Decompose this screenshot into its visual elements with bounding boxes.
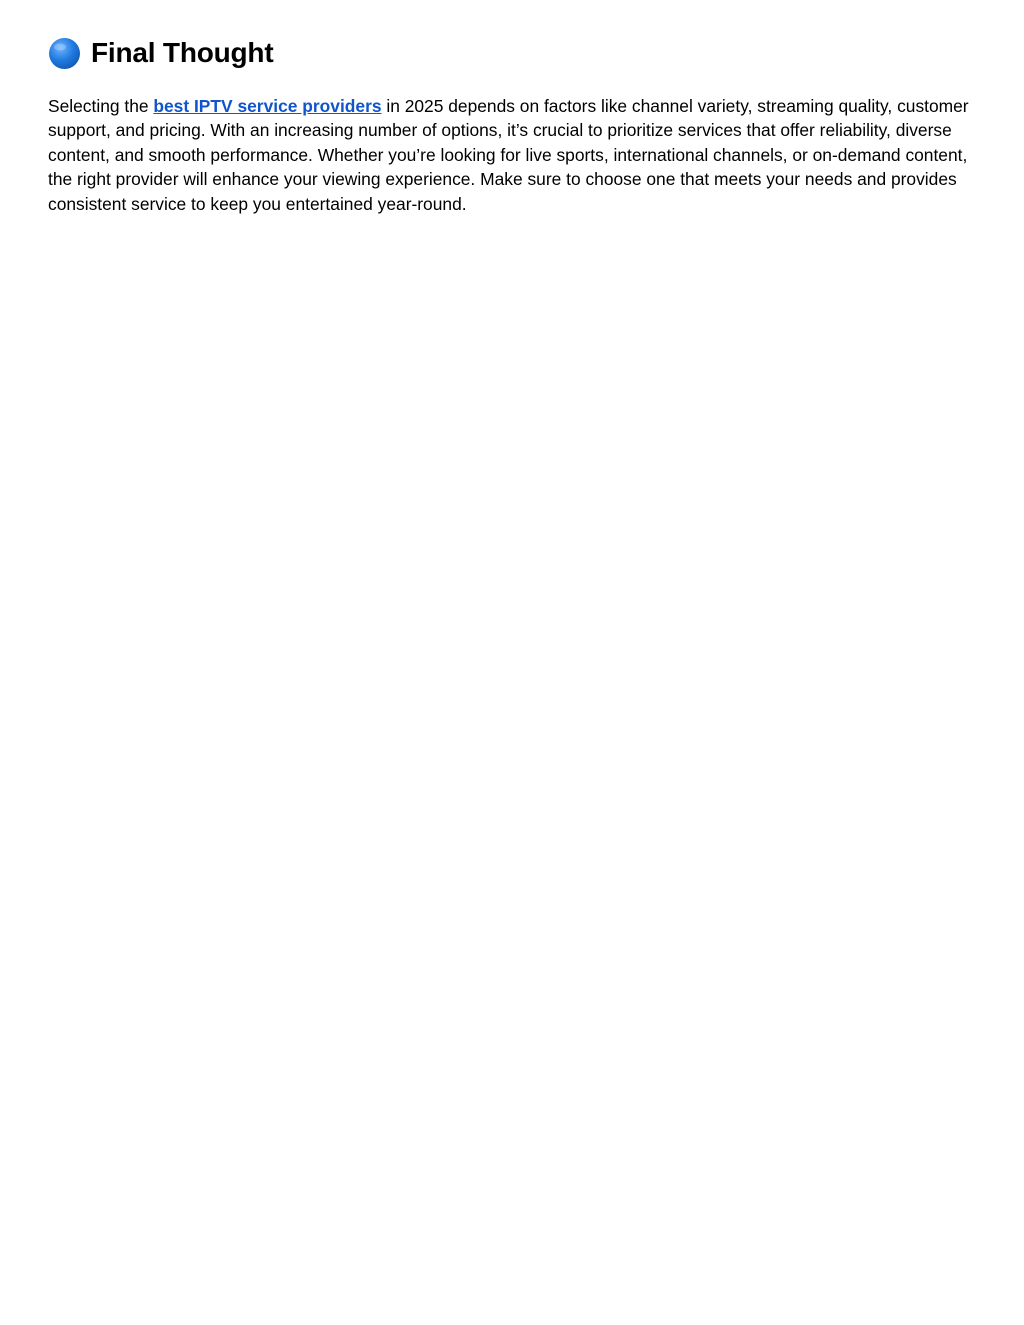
document-page bbox=[48, 34, 988, 216]
section-heading bbox=[48, 34, 988, 72]
section-title: Final Thought bbox=[91, 37, 274, 68]
best-iptv-providers-link[interactable]: best IPTV service providers bbox=[153, 96, 382, 116]
paragraph-text-after-link: in 2025 depends on factors like channel variety, streaming quality, customer support, and pricing. With an increasing number of options, it’s crucial to prioritize services that offer reliability, diverse content, and smooth performance. Whether you’re looking for live sports, international channels, or on-demand content, the right provider will enhance your viewing experience. Make sure to choose one that meets your needs and provides consistent service to keep you entertained year-round. bbox=[48, 96, 969, 214]
blue-circle-icon bbox=[48, 37, 81, 70]
body-paragraph bbox=[48, 94, 988, 216]
paragraph-text-before-link: Selecting the bbox=[48, 96, 154, 116]
